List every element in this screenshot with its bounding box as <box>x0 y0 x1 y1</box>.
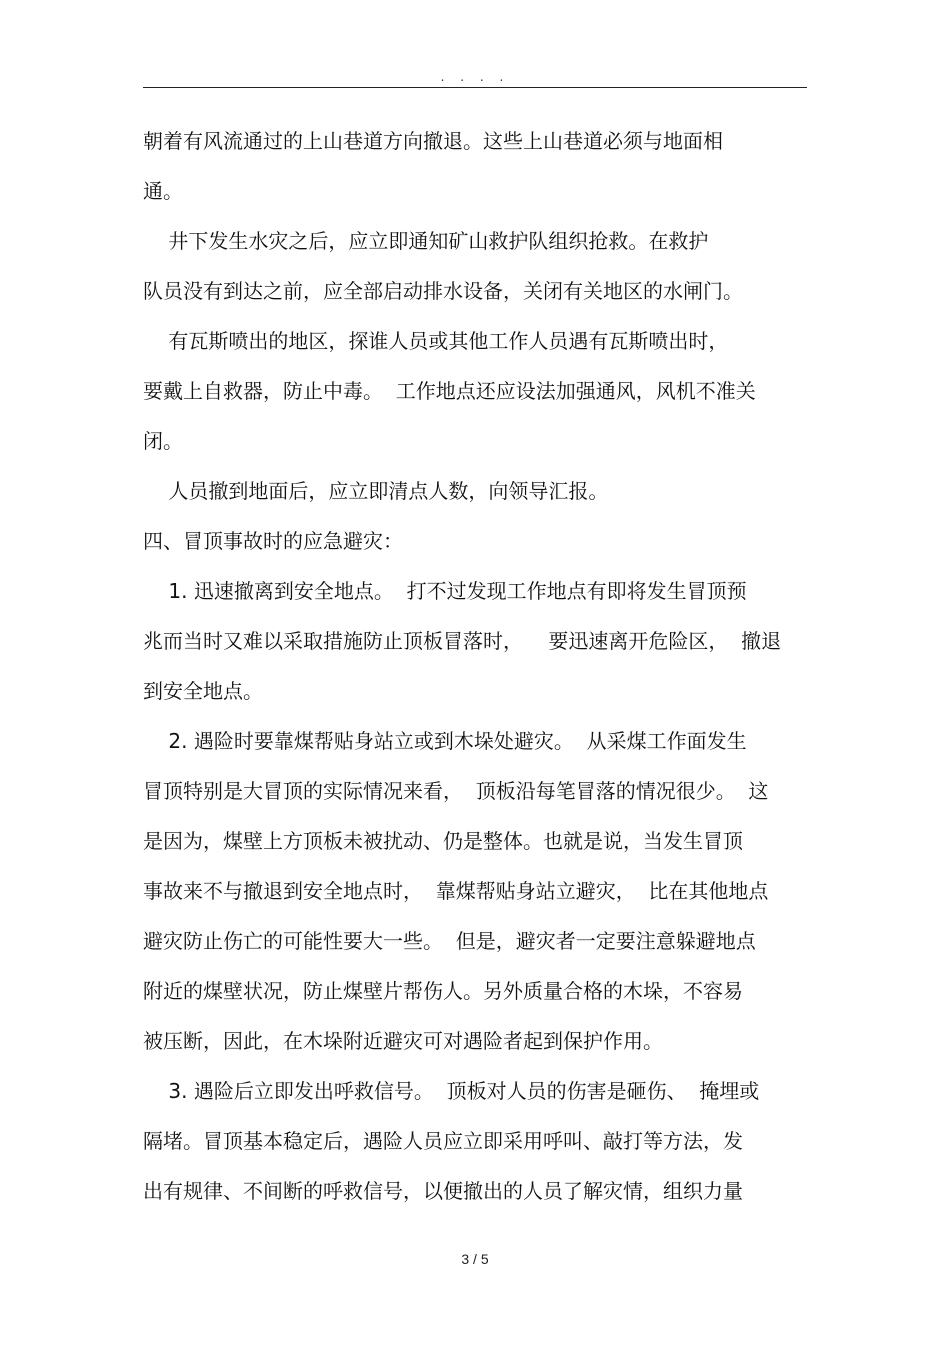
text-line: 通。 <box>143 179 183 203</box>
text-line: 兆而当时又难以采取措施防止顶板冒落时， 要迅速离开危险区， 撤退 <box>143 629 782 653</box>
page-header-dots: . . . . <box>440 70 510 84</box>
text-line: 人员撤到地面后，应立即清点人数，向领导汇报。 <box>143 479 609 503</box>
text-line: 被压断，因此，在木垛附近避灾可对遇险者起到保护作用。 <box>143 1029 663 1053</box>
text-line: 要戴上自救器，防止中毒。 工作地点还应设法加强通风，风机不准关 <box>143 379 756 403</box>
text-line: 2. 遇险时要靠煤帮贴身站立或到木垛处避灾。 从采煤工作面发生 <box>143 729 747 753</box>
text-line: 3. 遇险后立即发出呼救信号。 顶板对人员的伤害是砸伤、 掩埋或 <box>143 1079 760 1103</box>
text-line: 冒顶特别是大冒顶的实际情况来看， 顶板沿每笔冒落的情况很少。 这 <box>143 779 769 803</box>
text-line: 队员没有到达之前，应全部启动排水设备，关闭有关地区的水闸门。 <box>143 279 743 303</box>
text-line: 避灾防止伤亡的可能性要大一些。 但是，避灾者一定要注意躲避地点 <box>143 929 756 953</box>
text-line: 到安全地点。 <box>143 679 263 703</box>
text-line: 朝着有风流通过的上山巷道方向撤退。这些上山巷道必须与地面相 <box>143 129 723 153</box>
text-line: 出有规律、不间断的呼救信号，以便撤出的人员了解灾情，组织力量 <box>143 1179 743 1203</box>
text-line: 闭。 <box>143 429 183 453</box>
text-line: 附近的煤壁状况，防止煤壁片帮伤人。另外质量合格的木垛，不容易 <box>143 979 743 1003</box>
text-line: 井下发生水灾之后，应立即通知矿山救护队组织抢救。在救护 <box>143 229 709 253</box>
text-line: 四、冒顶事故时的应急避灾： <box>143 529 403 553</box>
text-line: 隔堵。冒顶基本稳定后，遇险人员应立即采用呼叫、敲打等方法，发 <box>143 1129 743 1153</box>
text-line: 事故来不与撤退到安全地点时， 靠煤帮贴身站立避灾， 比在其他地点 <box>143 879 769 903</box>
page-number: 3 / 5 <box>461 1251 489 1267</box>
text-line: 是因为，煤壁上方顶板未被扰动、仍是整体。也就是说，当发生冒顶 <box>143 829 743 853</box>
text-line: 有瓦斯喷出的地区，探谁人员或其他工作人员遇有瓦斯喷出时， <box>143 329 729 353</box>
text-line: 1. 迅速撤离到安全地点。 打不过发现工作地点有即将发生冒顶预 <box>143 579 747 603</box>
page-header-rule <box>143 87 807 88</box>
